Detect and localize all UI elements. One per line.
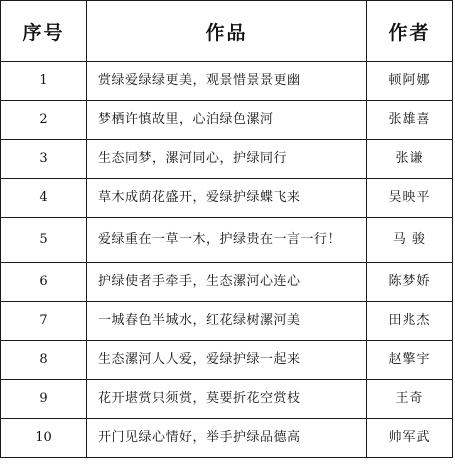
cell-work[interactable]: 生态漯河人人爱，爱绿护绿一起来	[87, 341, 367, 380]
cell-no[interactable]: 2	[1, 101, 87, 140]
cell-work[interactable]: 赏绿爱绿绿更美，观景惜景景更幽	[87, 62, 367, 101]
table-row	[1, 419, 453, 458]
header-no[interactable]: 序号	[1, 1, 87, 62]
table-row	[1, 302, 453, 341]
cell-author[interactable]: 王奇	[367, 380, 453, 419]
header-work[interactable]: 作品	[87, 1, 367, 62]
cell-no[interactable]: 6	[1, 263, 87, 302]
cell-no[interactable]: 5	[1, 218, 87, 263]
table-row	[1, 179, 453, 218]
cell-no[interactable]: 9	[1, 380, 87, 419]
cell-work[interactable]: 生态同梦，漯河同心，护绿同行	[87, 140, 367, 179]
cell-author[interactable]: 吴映平	[367, 179, 453, 218]
table-row	[1, 101, 453, 140]
cell-work[interactable]: 草木成荫花盛开，爱绿护绿蝶飞来	[87, 179, 367, 218]
cell-author[interactable]: 张谦	[367, 140, 453, 179]
cell-author[interactable]: 顿阿娜	[367, 62, 453, 101]
cell-work[interactable]: 爱绿重在一草一木，护绿贵在一言一行！	[87, 218, 367, 263]
header-row	[1, 1, 453, 62]
cell-author[interactable]: 张雄喜	[367, 101, 453, 140]
cell-no[interactable]: 4	[1, 179, 87, 218]
cell-author[interactable]: 帅军武	[367, 419, 453, 458]
cell-author[interactable]: 陈梦娇	[367, 263, 453, 302]
table-row	[1, 263, 453, 302]
table-row	[1, 140, 453, 179]
cell-work[interactable]: 开门见绿心情好，举手护绿品德高	[87, 419, 367, 458]
table-row	[1, 380, 453, 419]
table-row	[1, 341, 453, 380]
cell-work[interactable]: 花开堪赏只须赏，莫要折花空赏枝	[87, 380, 367, 419]
cell-no[interactable]: 3	[1, 140, 87, 179]
table-row	[1, 218, 453, 263]
header-author[interactable]: 作者	[367, 1, 453, 62]
cell-author[interactable]: 田兆杰	[367, 302, 453, 341]
cell-work[interactable]: 护绿使者手牵手，生态漯河心连心	[87, 263, 367, 302]
cell-no[interactable]: 8	[1, 341, 87, 380]
table-row	[1, 62, 453, 101]
cell-author[interactable]: 赵擎宇	[367, 341, 453, 380]
cell-no[interactable]: 10	[1, 419, 87, 458]
cell-no[interactable]: 7	[1, 302, 87, 341]
cell-no[interactable]: 1	[1, 62, 87, 101]
cell-author[interactable]: 马 骏	[367, 218, 453, 263]
cell-work[interactable]: 梦栖许慎故里，心泊绿色漯河	[87, 101, 367, 140]
cell-work[interactable]: 一城春色半城水，红花绿树漯河美	[87, 302, 367, 341]
